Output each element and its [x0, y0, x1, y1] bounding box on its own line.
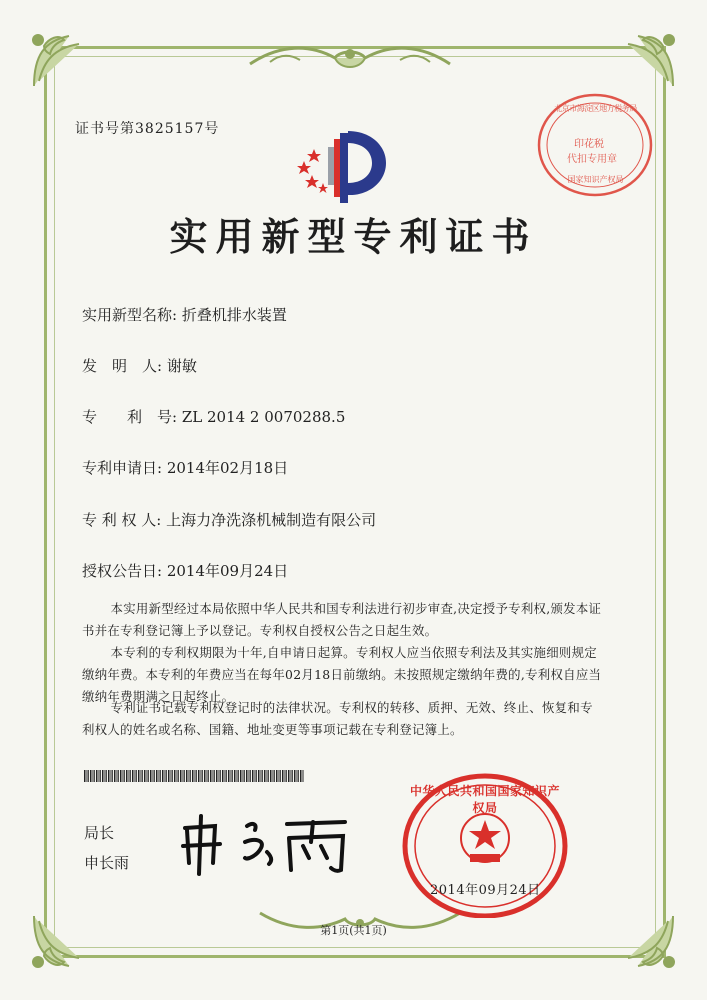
field-patentee [82, 509, 376, 530]
field-label: 发 明 人: [82, 357, 163, 375]
field-inventor [82, 355, 197, 376]
body-paragraph: 本实用新型经过本局依照中华人民共和国专利法进行初步审查,决定授予专利权,颁发本证书并在专利登记簿上予以登记。专利权自授权公告之日起生效。 [82, 601, 602, 638]
field-patent-number [82, 406, 345, 427]
field-value: 折叠机排水装置 [181, 306, 287, 324]
body-paragraph: 专利证书记载专利权登记时的法律状况。专利权的转移、质押、无效、终止、恢复和专利权人的姓名或名称、国籍、地址变更等事项记载在专利登记簿上。 [82, 700, 593, 737]
field-label: 授权公告日: [82, 562, 163, 580]
field-label: 专 利 权 人: [82, 511, 162, 529]
corner-ornament-icon [613, 26, 683, 96]
field-label: 专 利 号: [82, 408, 178, 426]
certificate-title: 实用新型专利证书 [169, 214, 538, 259]
field-grant-date [82, 560, 288, 581]
signer-title: 局长 [84, 824, 115, 842]
field-value: ZL 2014 2 0070288.5 [181, 408, 346, 426]
corner-ornament-icon [613, 906, 683, 976]
field-application-date [82, 457, 288, 478]
corner-ornament-icon [24, 26, 94, 96]
field-label: 专利申请日: [82, 459, 163, 477]
field-value: 上海力净洗涤机械制造有限公司 [166, 511, 377, 529]
field-utility-model-name [82, 304, 287, 325]
certificate-number: 证书号第3825157号 [75, 121, 220, 137]
field-value: 谢敏 [166, 357, 197, 375]
top-ornament-icon [240, 42, 460, 74]
patent-office-logo-icon [290, 125, 400, 205]
barcode-icon [84, 770, 304, 782]
field-label: 实用新型名称: [82, 306, 178, 324]
field-value: 2014年02月18日 [166, 459, 289, 477]
tax-stamp-line2: 代扣专用章 [567, 154, 617, 165]
corner-ornament-icon [24, 906, 94, 976]
page-footer: 第1页(共1页) [320, 924, 387, 937]
tax-stamp-line1: 印花税 [574, 139, 604, 150]
seal-text: 中华人民共和国国家知识产权局 [410, 784, 561, 815]
seal-date: 2014年09月24日 [430, 883, 541, 898]
field-value: 2014年09月24日 [166, 562, 289, 580]
tax-stamp-bottom-text: 国家知识产权局 [567, 175, 624, 184]
tax-stamp-top-text: 北京市海淀区地方税务局 [554, 104, 637, 113]
body-paragraph: 本专利的专利权期限为十年,自申请日起算。专利权人应当依照专利法及其实施细则规定缴纳年费。本专利的年费应当在每年02月18日前缴纳。未按照规定缴纳年费的,专利权自应当缴纳年费期满之日起终止。 [82, 645, 602, 704]
signer-name: 申长雨 [84, 854, 130, 872]
handwritten-signature-icon [175, 808, 355, 878]
